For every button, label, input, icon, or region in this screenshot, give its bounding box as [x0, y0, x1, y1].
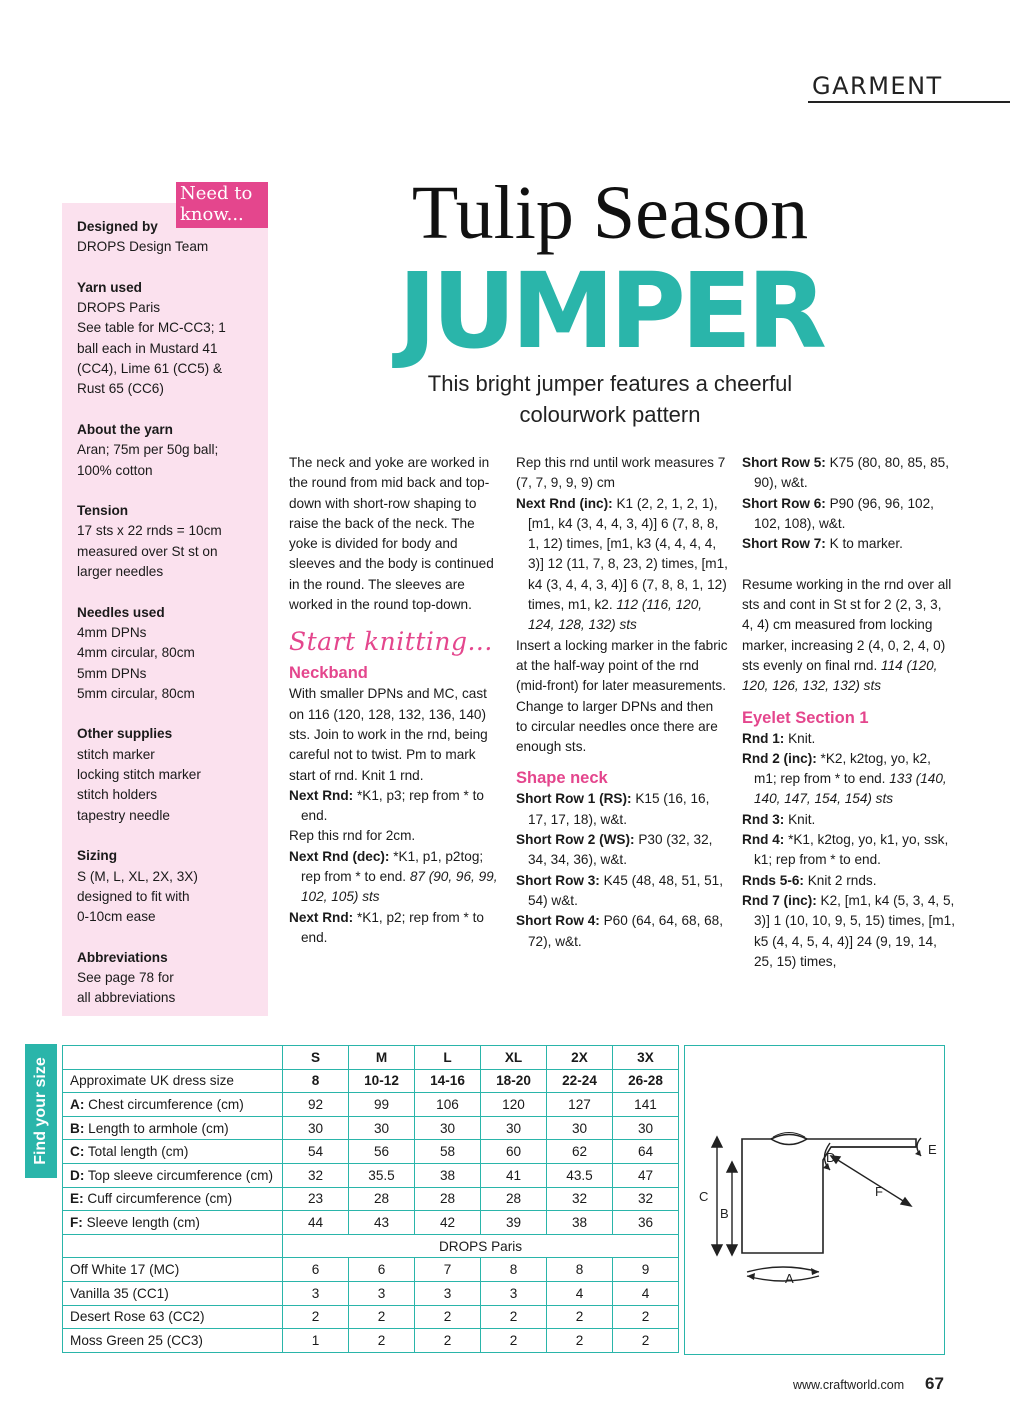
a-arrow-top [747, 1267, 819, 1272]
yarn-value: 4 [547, 1281, 613, 1305]
instruction-row: Rnd 7 (inc): K2, [m1, k4 (5, 3, 4, 5, 3)] 1 (10, 10, 9, 5, 15) times, [m1, k5 (4, 4, 5, 4, 4)] 24 (9, 19, 14, 25, 15) times, [742, 892, 955, 969]
size-header-cell: XL [481, 1046, 547, 1070]
need-to-know-line: (CC4), Lime 61 (CC5) & [77, 361, 223, 377]
need-to-know-line: 5mm DPNs [77, 665, 147, 681]
instruction-row: Short Row 4: P60 (64, 64, 68, 68, 72), w&t. [516, 913, 724, 949]
instruction-row: Short Row 7: K to marker. [742, 536, 903, 552]
instruction-row: Rnd 2 (inc): *K2, k2tog, yo, k2, m1; rep from * to end. 133 (140, 140, 147, 154, 154) sts [742, 750, 947, 807]
need-to-know-item [77, 948, 263, 1009]
measurement-key: E: [70, 1191, 84, 1207]
instruction-row: Next Rnd (dec): *K1, p1, p2tog; rep from * to end. 87 (90, 96, 99, 102, 105) sts [289, 848, 498, 905]
yarn-label: Desert Rose 63 (CC2) [63, 1305, 283, 1329]
badge-line-2: know... [180, 204, 244, 225]
yarn-value: 3 [349, 1281, 415, 1305]
need-to-know-heading: Sizing [77, 848, 118, 864]
diagram-label-d: D [826, 1150, 836, 1165]
measurement-value: 14-16 [415, 1069, 481, 1093]
yarn-value: 2 [283, 1305, 349, 1329]
yarn-value: 1 [283, 1329, 349, 1353]
measurement-value: 22-24 [547, 1069, 613, 1093]
size-header-row [63, 1046, 679, 1070]
yarn-row [63, 1281, 679, 1305]
yarn-value: 2 [415, 1305, 481, 1329]
instruction-row: Next Rnd: *K1, p2; rep from * to end. [289, 909, 484, 945]
need-to-know-line: locking stitch marker [77, 767, 201, 783]
measurement-value: 30 [283, 1116, 349, 1140]
measurement-value: 120 [481, 1093, 547, 1117]
diagram-label-c: C [699, 1189, 709, 1204]
need-to-know-line: 4mm circular, 80cm [77, 645, 195, 661]
measurement-value: 43.5 [547, 1163, 613, 1187]
yarn-row [63, 1329, 679, 1353]
need-to-know-line: all abbreviations [77, 990, 176, 1006]
yarn-value: 2 [481, 1305, 547, 1329]
measurement-value: 42 [415, 1211, 481, 1235]
instruction-row: Short Row 2 (WS): P30 (32, 32, 34, 34, 36), w&t. [516, 832, 713, 868]
measurement-name: Sleeve length (cm) [82, 1214, 200, 1230]
yarn-value: 2 [547, 1329, 613, 1353]
measurement-key: A: [70, 1096, 85, 1112]
need-to-know-item [77, 420, 263, 481]
need-to-know-line: DROPS Paris [77, 300, 161, 316]
yarn-header: DROPS Paris [283, 1234, 679, 1258]
measurement-row [63, 1163, 679, 1187]
need-to-know-line: 0-10cm ease [77, 909, 156, 925]
measurement-label [63, 1116, 283, 1140]
title-line-2: JUMPER [398, 250, 822, 372]
pattern-column-3 [742, 453, 956, 972]
measurement-row [63, 1069, 679, 1093]
yarn-header-blank [63, 1234, 283, 1258]
size-header-cell: S [283, 1046, 349, 1070]
measurement-row [63, 1211, 679, 1235]
measurement-value: 41 [481, 1163, 547, 1187]
need-to-know-heading: Tension [77, 503, 129, 519]
need-to-know-line: tapestry needle [77, 807, 170, 823]
need-to-know-line: 17 sts x 22 rnds = 10cm [77, 523, 222, 539]
instruction-row: Short Row 3: K45 (48, 48, 51, 51, 54) w&t. [516, 872, 724, 908]
instruction-row: Short Row 6: P90 (96, 96, 102, 102, 108), w&t. [742, 495, 934, 531]
need-to-know-heading: Abbreviations [77, 949, 168, 965]
measurement-value: 8 [283, 1069, 349, 1093]
measurement-value: 38 [415, 1163, 481, 1187]
yarn-value: 3 [415, 1281, 481, 1305]
measurement-value: 36 [613, 1211, 679, 1235]
measurement-label [63, 1211, 283, 1235]
need-to-know-line: stitch holders [77, 787, 158, 803]
measurement-name: Approximate UK dress size [70, 1073, 234, 1089]
diagram-label-a: A [785, 1271, 794, 1286]
instruction-row: Short Row 5: K75 (80, 80, 85, 85, 90), w&t. [742, 455, 950, 491]
measurement-value: 26-28 [613, 1069, 679, 1093]
diagram-label-e: E [928, 1142, 937, 1157]
measurement-name: Length to armhole (cm) [84, 1120, 229, 1136]
yarn-value: 2 [613, 1305, 679, 1329]
yarn-value: 6 [283, 1258, 349, 1282]
yarn-row [63, 1258, 679, 1282]
jumper-schematic [685, 1046, 946, 1356]
yarn-value: 7 [415, 1258, 481, 1282]
f-arrow-head-bottom [901, 1198, 911, 1206]
need-to-know-line: 5mm circular, 80cm [77, 685, 195, 701]
need-to-know-badge [176, 182, 268, 228]
measurement-value: 38 [547, 1211, 613, 1235]
measurement-value: 56 [349, 1140, 415, 1164]
measurement-value: 58 [415, 1140, 481, 1164]
need-to-know-heading: Needles used [77, 604, 165, 620]
a-arrow-head-left [747, 1273, 755, 1280]
need-to-know-line: S (M, L, XL, 2X, 3X) [77, 868, 198, 884]
measurement-value: 30 [547, 1116, 613, 1140]
need-to-know-line: larger needles [77, 564, 164, 580]
c-arrow-head-bottom [712, 1245, 722, 1255]
measurement-label [63, 1187, 283, 1211]
measurement-name: Chest circumference (cm) [84, 1096, 244, 1112]
eyelet-section-heading: Eyelet Section 1 [742, 708, 869, 727]
section-tag: GARMENT [812, 72, 943, 100]
pattern-column-1 [289, 453, 501, 948]
need-to-know-line: measured over St st on [77, 543, 218, 559]
garment-diagram-box [684, 1045, 945, 1355]
measurement-value: 32 [547, 1187, 613, 1211]
start-knitting-heading: Start knitting... [289, 627, 493, 657]
yarn-label: Off White 17 (MC) [63, 1258, 283, 1282]
measurement-key: D: [70, 1167, 85, 1183]
yarn-value: 6 [349, 1258, 415, 1282]
yarn-value: 2 [349, 1305, 415, 1329]
measurement-row [63, 1140, 679, 1164]
measurement-value: 18-20 [481, 1069, 547, 1093]
subtitle-line-2: colourwork pattern [519, 402, 701, 427]
size-table [62, 1045, 679, 1353]
yarn-value: 2 [415, 1329, 481, 1353]
instruction-row: Rnd 3: Knit. [742, 811, 816, 827]
yarn-value: 2 [613, 1329, 679, 1353]
intro-text: The neck and yoke are worked in the round from mid back and top-down with short-row shaping to raise the back of the neck. The yoke is divided for body and sleeves and the body is continued in the round. The sleeves are worked in the round top-down. [289, 455, 494, 613]
title-line-1: Tulip Season [411, 171, 809, 255]
yarn-value: 8 [481, 1258, 547, 1282]
instruction-text: Rep this rnd until work measures 7 (7, 7, 9, 9, 9) cm [516, 455, 726, 491]
measurement-key: B: [70, 1120, 85, 1136]
measurement-value: 92 [283, 1093, 349, 1117]
page-number: 67 [925, 1374, 944, 1393]
size-header-cell: 2X [547, 1046, 613, 1070]
measurement-value: 28 [349, 1187, 415, 1211]
measurement-name: Total length (cm) [84, 1144, 189, 1160]
measurement-value: 30 [349, 1116, 415, 1140]
need-to-know-heading: About the yarn [77, 421, 173, 437]
pattern-column-2 [516, 453, 728, 952]
need-to-know-item [77, 603, 263, 704]
size-header-cell: M [349, 1046, 415, 1070]
measurement-key: F: [70, 1214, 83, 1230]
measurement-value: 28 [481, 1187, 547, 1211]
instruction-row: Rnd 1: Knit. [742, 730, 816, 746]
f-arrow-line [833, 1157, 908, 1204]
measurement-value: 32 [613, 1187, 679, 1211]
measurement-label [63, 1093, 283, 1117]
yarn-label: Moss Green 25 (CC3) [63, 1329, 283, 1353]
need-to-know-heading: Designed by [77, 219, 158, 234]
measurement-value: 44 [283, 1211, 349, 1235]
instruction-row: Rnd 4: *K1, k2tog, yo, k1, yo, ssk, k1; rep from * to end. [742, 832, 949, 868]
measurement-value: 62 [547, 1140, 613, 1164]
measurement-value: 39 [481, 1211, 547, 1235]
measurement-row [63, 1116, 679, 1140]
yarn-value: 3 [481, 1281, 547, 1305]
measurement-name: Top sleeve circumference (cm) [84, 1167, 273, 1183]
measurement-value: 64 [613, 1140, 679, 1164]
instruction-text: Insert a locking marker in the fabric at the half-way point of the rnd (mid-front) for later measurements. Change to larger DPNs and then to circular needles once there are enough sts. [516, 637, 728, 755]
c-arrow-head-top [712, 1137, 722, 1147]
instruction-row: Next Rnd: *K1, p3; rep from * to end. [289, 787, 484, 824]
measurement-value: 32 [283, 1163, 349, 1187]
yarn-value: 3 [283, 1281, 349, 1305]
spacer [742, 554, 956, 574]
need-to-know-heading: Other supplies [77, 726, 173, 742]
yarn-label: Vanilla 35 (CC1) [63, 1281, 283, 1305]
find-your-size-label: Find your size [32, 1057, 49, 1165]
need-to-know-line: See page 78 for [77, 969, 174, 985]
measurement-value: 10-12 [349, 1069, 415, 1093]
need-to-know-list [77, 217, 263, 1029]
measurement-value: 99 [349, 1093, 415, 1117]
need-to-know-item [77, 846, 263, 927]
need-to-know-item [77, 724, 263, 825]
size-header-cell: L [415, 1046, 481, 1070]
need-to-know-line: ball each in Mustard 41 [77, 340, 218, 356]
neckband-text: With smaller DPNs and MC, cast on 116 (120, 128, 132, 136, 140) sts. Join to work in the rnd, being careful not to twist. Pm to mark start of rnd. Knit 1 rnd. [289, 686, 488, 783]
measurement-value: 141 [613, 1093, 679, 1117]
need-to-know-line: stitch marker [77, 746, 155, 762]
find-your-size-tab [25, 1044, 57, 1178]
size-header-cell: 3X [613, 1046, 679, 1070]
instruction-row: Rnds 5-6: Knit 2 rnds. [742, 872, 877, 888]
yarn-value: 2 [349, 1329, 415, 1353]
measurement-row [63, 1093, 679, 1117]
need-to-know-line: DROPS Design Team [77, 239, 209, 255]
yarn-header-row [63, 1234, 679, 1258]
measurement-label [63, 1163, 283, 1187]
size-header-blank [63, 1046, 283, 1070]
measurement-value: 28 [415, 1187, 481, 1211]
diagram-label-f: F [875, 1184, 883, 1199]
measurement-name: Cuff circumference (cm) [83, 1191, 233, 1207]
badge-line-1: Need to [180, 183, 253, 204]
measurement-row [63, 1187, 679, 1211]
need-to-know-line: 4mm DPNs [77, 624, 147, 640]
measurement-value: 35.5 [349, 1163, 415, 1187]
yarn-value: 8 [547, 1258, 613, 1282]
measurement-value: 23 [283, 1187, 349, 1211]
footer-url: www.craftworld.com [793, 1378, 905, 1392]
need-to-know-line: 100% cotton [77, 462, 153, 478]
b-arrow-head-top [727, 1162, 737, 1172]
b-arrow-head-bottom [727, 1245, 737, 1255]
measurement-value: 60 [481, 1140, 547, 1164]
measurement-value: 30 [613, 1116, 679, 1140]
shape-neck-heading: Shape neck [516, 769, 608, 788]
instruction-row: Short Row 1 (RS): K15 (16, 16, 17, 17, 18), w&t. [516, 791, 710, 827]
measurement-key: C: [70, 1144, 85, 1160]
measurement-value: 54 [283, 1140, 349, 1164]
measurement-label [63, 1140, 283, 1164]
measurement-value: 127 [547, 1093, 613, 1117]
yarn-value: 9 [613, 1258, 679, 1282]
yarn-row [63, 1305, 679, 1329]
subtitle-line-1: This bright jumper features a cheerful [427, 371, 793, 396]
yarn-value: 2 [547, 1305, 613, 1329]
measurement-value: 30 [481, 1116, 547, 1140]
instruction-row: Next Rnd (inc): K1 (2, 2, 1, 2, 1), [m1, k4 (3, 4, 4, 3, 4)] 6 (7, 8, 8, 1, 12) times, [m1, k3 (4, 4, 4, 4, 3)] 12 (11, 7, 8, 23, 2) times, [m1, k4 (3, 4, 4, 3, 4)] 6 (7, 8, 8, 1, 12) times, m1, k2. 112 (116, 120, 124, 128, 132) sts [516, 495, 728, 633]
instruction-text: Resume working in the rnd over all sts and cont in St st for 2 (2, 3, 3, 4, 4) cm measured from locking marker, increasing 2 (4, 0, 2, 4, 0) sts evenly on final rnd. 114 (120, 120, 126, 132, 132) sts [742, 576, 952, 694]
a-arrow-bottom [747, 1276, 819, 1281]
measurement-value: 47 [613, 1163, 679, 1187]
need-to-know-line: Aran; 75m per 50g ball; [77, 442, 219, 458]
instruction-text: Rep this rnd for 2cm. [289, 828, 416, 844]
yarn-value: 4 [613, 1281, 679, 1305]
measurement-value: 30 [415, 1116, 481, 1140]
measurement-label [63, 1069, 283, 1093]
need-to-know-item [77, 278, 263, 400]
diagram-label-b: B [720, 1206, 729, 1221]
need-to-know-line: designed to fit with [77, 888, 190, 904]
neckband-heading: Neckband [289, 664, 368, 683]
measurement-value: 43 [349, 1211, 415, 1235]
a-arrow-head-right [811, 1268, 819, 1275]
section-rule [808, 101, 1010, 103]
measurement-value: 106 [415, 1093, 481, 1117]
need-to-know-line: See table for MC-CC3; 1 [77, 320, 226, 336]
need-to-know-line: Rust 65 (CC6) [77, 381, 164, 397]
need-to-know-item [77, 501, 263, 582]
need-to-know-panel [62, 203, 268, 1016]
yarn-value: 2 [481, 1329, 547, 1353]
need-to-know-heading: Yarn used [77, 279, 142, 295]
subtitle [400, 368, 820, 430]
